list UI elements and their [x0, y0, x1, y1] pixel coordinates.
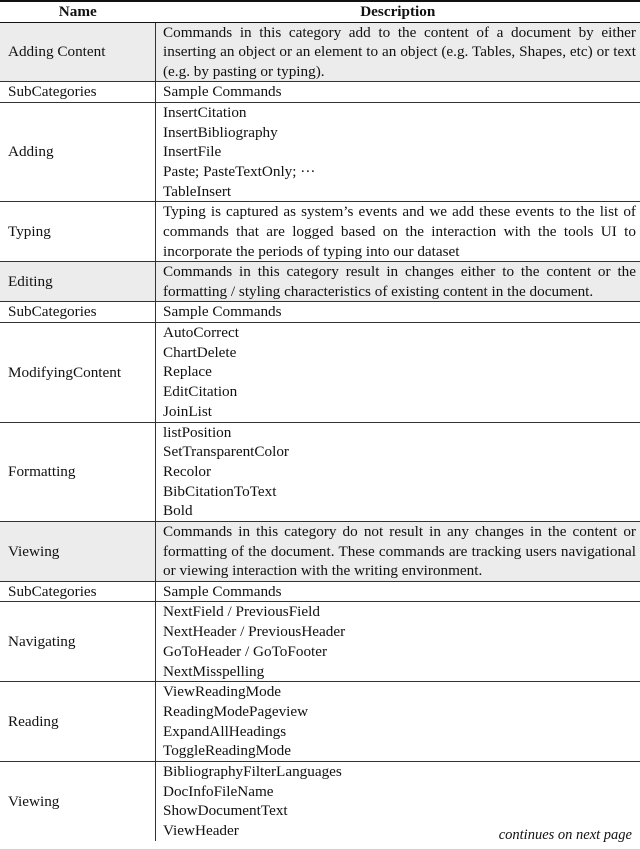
subcategory-name: Viewing — [0, 762, 156, 841]
command-item: Recolor — [163, 462, 212, 480]
subheader-name: SubCategories — [0, 302, 156, 323]
command-item: DocInfoFileName — [163, 782, 274, 800]
category-description: Commands in this category add to the content of a document by either inserting an object or an element to an object (e.g. Tables, Shapes, etc) or text (e.g. by pasting or typing). — [156, 22, 640, 82]
subheader-name: SubCategories — [0, 82, 156, 103]
command-item: AutoCorrect — [163, 324, 239, 342]
sample-commands — [156, 323, 640, 423]
command-item: listPosition — [163, 423, 232, 441]
command-item: BibliographyFilterLanguages — [163, 763, 342, 781]
subcategory-name: Typing — [0, 202, 156, 262]
category-name: Editing — [0, 262, 156, 302]
command-item: Bold — [163, 502, 193, 520]
table-header-row — [0, 1, 640, 22]
command-item: GoToHeader / GoToFooter — [163, 642, 328, 660]
command-item: TableInsert — [163, 182, 232, 200]
subcategory-description: Typing is captured as system’s events and we add these events to the list of commands that are logged based on the interaction with the tools UI to incorporate the periods of typing into our dataset — [156, 202, 640, 262]
subcategory-row — [0, 102, 640, 202]
command-item: NextField / PreviousField — [163, 603, 320, 621]
subheader-name: SubCategories — [0, 581, 156, 602]
subcategory-name: Adding — [0, 102, 156, 202]
subcategory-row — [0, 682, 640, 762]
command-item: ToggleReadingMode — [163, 742, 292, 760]
command-item: JoinList — [163, 402, 212, 420]
subheader-description: Sample Commands — [156, 302, 640, 323]
subheader-row — [0, 82, 640, 103]
subcategory-name: ModifyingContent — [0, 323, 156, 423]
header-name: Name — [0, 1, 156, 22]
category-row — [0, 522, 640, 582]
category-row — [0, 262, 640, 302]
command-item: EditCitation — [163, 383, 238, 401]
subheader-row — [0, 581, 640, 602]
command-item: InsertBibliography — [163, 123, 278, 141]
command-item: InsertCitation — [163, 103, 247, 121]
command-item: NextMisspelling — [163, 662, 265, 680]
category-name: Viewing — [0, 522, 156, 582]
sample-commands — [156, 422, 640, 522]
command-item: ReadingModePageview — [163, 702, 309, 720]
subheader-row — [0, 302, 640, 323]
command-item: ViewHeader — [163, 822, 239, 840]
sample-commands — [156, 602, 640, 682]
sample-commands — [156, 682, 640, 762]
continues-note: continues on next page — [498, 827, 632, 843]
subcategory-row — [0, 202, 640, 262]
subcategory-row — [0, 422, 640, 522]
command-item: SetTransparentColor — [163, 443, 289, 461]
command-item: InsertFile — [163, 143, 222, 161]
command-item: ExpandAllHeadings — [163, 722, 287, 740]
command-item: ShowDocumentText — [163, 802, 288, 820]
command-item: ChartDelete — [163, 343, 237, 361]
category-description: Commands in this category do not result in any changes in the content or formatting of the document. These commands are tracking users navigational or viewing interaction with the writing environment. — [156, 522, 640, 582]
subcategory-row — [0, 602, 640, 682]
sample-commands — [156, 102, 640, 202]
command-item: NextHeader / PreviousHeader — [163, 623, 346, 641]
subcategory-name: Reading — [0, 682, 156, 762]
header-description: Description — [156, 1, 640, 22]
category-description: Commands in this category result in changes either to the content or the formatting / styling characteristics of existing content in the document. — [156, 262, 640, 302]
subheader-description: Sample Commands — [156, 82, 640, 103]
command-item: Replace — [163, 363, 212, 381]
command-item: ViewReadingMode — [163, 683, 282, 701]
category-name: Adding Content — [0, 22, 156, 82]
subheader-description: Sample Commands — [156, 581, 640, 602]
subcategory-row — [0, 323, 640, 423]
category-row — [0, 22, 640, 82]
subcategory-name: Formatting — [0, 422, 156, 522]
command-item: Paste; PasteTextOnly; ··· — [163, 163, 316, 181]
command-item: BibCitationToText — [163, 482, 277, 500]
subcategory-name: Navigating — [0, 602, 156, 682]
